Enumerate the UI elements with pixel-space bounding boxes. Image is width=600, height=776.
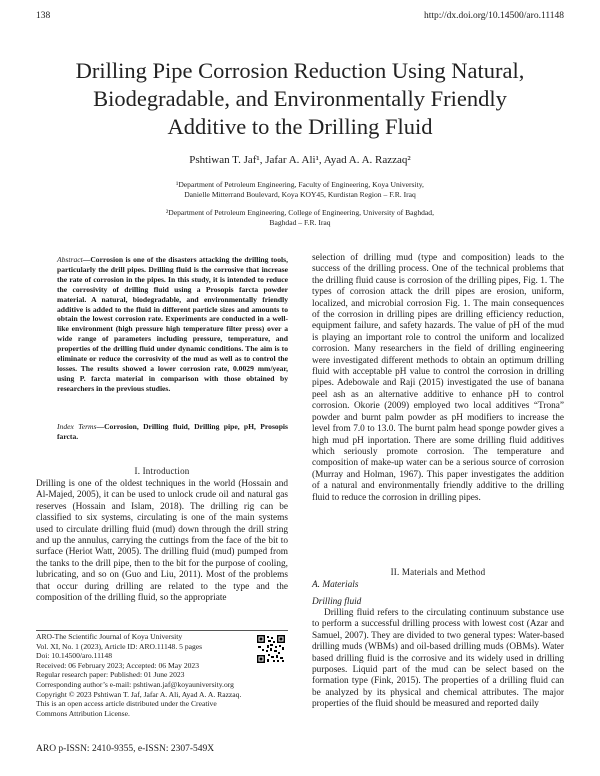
subsection-materials: A. Materials xyxy=(312,580,359,590)
index-terms xyxy=(57,422,288,442)
footnote-divider xyxy=(36,630,288,631)
affiliation-1: ¹Department of Petroleum Engineering, Faculty of Engineering, Koya University, Danielle Mitterrand Boulevard, Koya KOY45, Kurdistan Region – F.R. Iraq xyxy=(176,180,424,200)
index-terms-text: —Corrosion, Drilling fluid, Drilling pipe, pH, Prosopis farcta. xyxy=(57,422,288,441)
abstract xyxy=(57,255,288,394)
abstract-label: Abstract xyxy=(57,255,83,264)
subsubsection-drilling-fluid: Drilling fluid xyxy=(312,597,362,607)
paper-title xyxy=(40,57,560,141)
author-list: Pshtiwan T. Jaf¹, Jafar A. Ali¹, Ayad A. A. Razzaq² xyxy=(189,154,411,166)
introduction-continued: selection of drilling mud (type and composition) leads to the success of the drilling process. One of the technical problems that the drilling fluid cause is corrosion of the drilling pipes, Fig. 1. The types of corrosion attack the drill pipes are erosion, uniform, localized, and microbial corrosion Fig. 1. The main consequences of the corrosion in drilling pipes are drilling efficiency reduction, equipment failure, and safety hazards. The value of pH of the mud is playing an important role to control the uniform and localized corrosion. Many researchers in the field of drilling engineering were investigated different methods to obtain an optimum drilling fluid with acceptable pH value to control the corrosion in drilling pipes. Adebowale and Raji (2015) investigated the use of banana peel ash as an alternative additive to enhance pH to control corrosion. Okorie (2009) employed two local additives “Trona” powder and burnt palm powder as pH modifiers to increase the level from 7.0 to 13.0. The burnt palm head sponge powder gives a high mud pH inportation. There are some drilling fluid additives which seriously promote corrosion. The temperature and composition of make-up water can be a serious source of corrosion (Murray and Holman, 1967). This paper investigates the addition of a natural and environmentally friendly additive to the drilling fluid to reduce the corrosion in drilling pipes. xyxy=(312,253,564,503)
issn-footer: ARO p-ISSN: 2410-9355, e-ISSN: 2307-549X xyxy=(36,744,215,754)
title-line: Drilling Pipe Corrosion Reduction Using Natural, xyxy=(75,58,525,83)
introduction-paragraph: Drilling is one of the oldest techniques in the world (Hossain and Al-Majed, 2005), it can be used to unlock crude oil and natural gas reserves (Hossain and Islam, 2018). The drilling rig can be classified to six systems, circulating is one of the main systems used to circulate drilling fluid (mud) down through the drill string and up the annulus, carrying the cuttings from the face of the bit to surface (Heriot Watt, 2005). The drilling fluid (mud) pumped from the tanks to the drill pipe, then to the bit for the purpose of cooling, lubricating, and so on (Guo and Liu, 2011). Most of the problems that occur during drilling are related to the type and the composition of the drilling fluid, so the appropriate xyxy=(36,479,288,604)
section-heading-materials: II. Materials and Method xyxy=(390,567,486,577)
affiliation-2: ²Department of Petroleum Engineering, College of Engineering, University of Baghdad, Baghdad – F.R. Iraq xyxy=(166,208,434,228)
index-terms-label: Index Terms xyxy=(57,422,97,431)
doi-link[interactable]: http://dx.doi.org/10.14500/aro.11148 xyxy=(423,11,564,21)
article-info-footnote: ARO-The Scientific Journal of Koya University Vol. XI, No. 1 (2023), Article ID: ARO.11148. 5 pages Doi: 10.14500/aro.11148 Received: 06 February 2023; Accepted: 06 May 2023 Regular research paper: Published: 01 June 2023 Corresponding author’s e-mail: pshtiwan.jaf@koyauniversity.org Copyright © 2023 Pshtiwan T. Jaf, Jafar A. Ali, Ayad A. A. Razzaq. This is an open access article distributed under the Creative Commons Attribution License. xyxy=(36,632,242,718)
materials-paragraph: Drilling fluid refers to the circulating continuum substance use to perform a successful drilling process with lowest cost (Azar and Samuel, 2007). They are divided to two general types: Water-based drilling muds (WBMs) and oil-based drilling muds (OBMs). Water based drilling fluid is the corrosive and its widely used in drilling purposes. Liquid part of the mud can be select based on the formation type (Fink, 2015). The properties of a drilling fluid can be analyzed by its physical and chemical attributes. The major properties of the fluid should be measured and reported daily xyxy=(312,608,564,710)
abstract-text: —Corrosion is one of the disasters attacking the drilling tools, particularly the drill pipes. Drilling fluid is the corrosive that increase the rate of corrosion in the pipes. In this study, it is intended to reduce the corrosivity of drilling fluid using a Prosopis farcta powder material. A natural, biodegradable, and environmentally friendly additive is added to the fluid in different particle sizes and amounts to obtain the lowest corrosion rate. Experiments are conducted in a well-like environment (high pressure high temperature filter press) over a wide range of parameters including pressure, temperature, and properties of the drilling fluid under dynamic conditions. The aim is to eliminate or reduce the corrosivity of the mud as well as to control the losses. The results showed a lower corrosion rate, 0.0029 mm/year, using P. farcta material in comparison with those obtained by researchers in the previous studies. xyxy=(57,255,288,393)
qr-code-icon xyxy=(256,634,286,664)
title-line: Biodegradable, and Environmentally Friendly xyxy=(93,86,507,111)
title-line: Additive to the Drilling Fluid xyxy=(167,114,433,139)
page-number: 138 xyxy=(36,11,51,21)
section-heading-introduction: I. Introduction xyxy=(134,466,190,476)
